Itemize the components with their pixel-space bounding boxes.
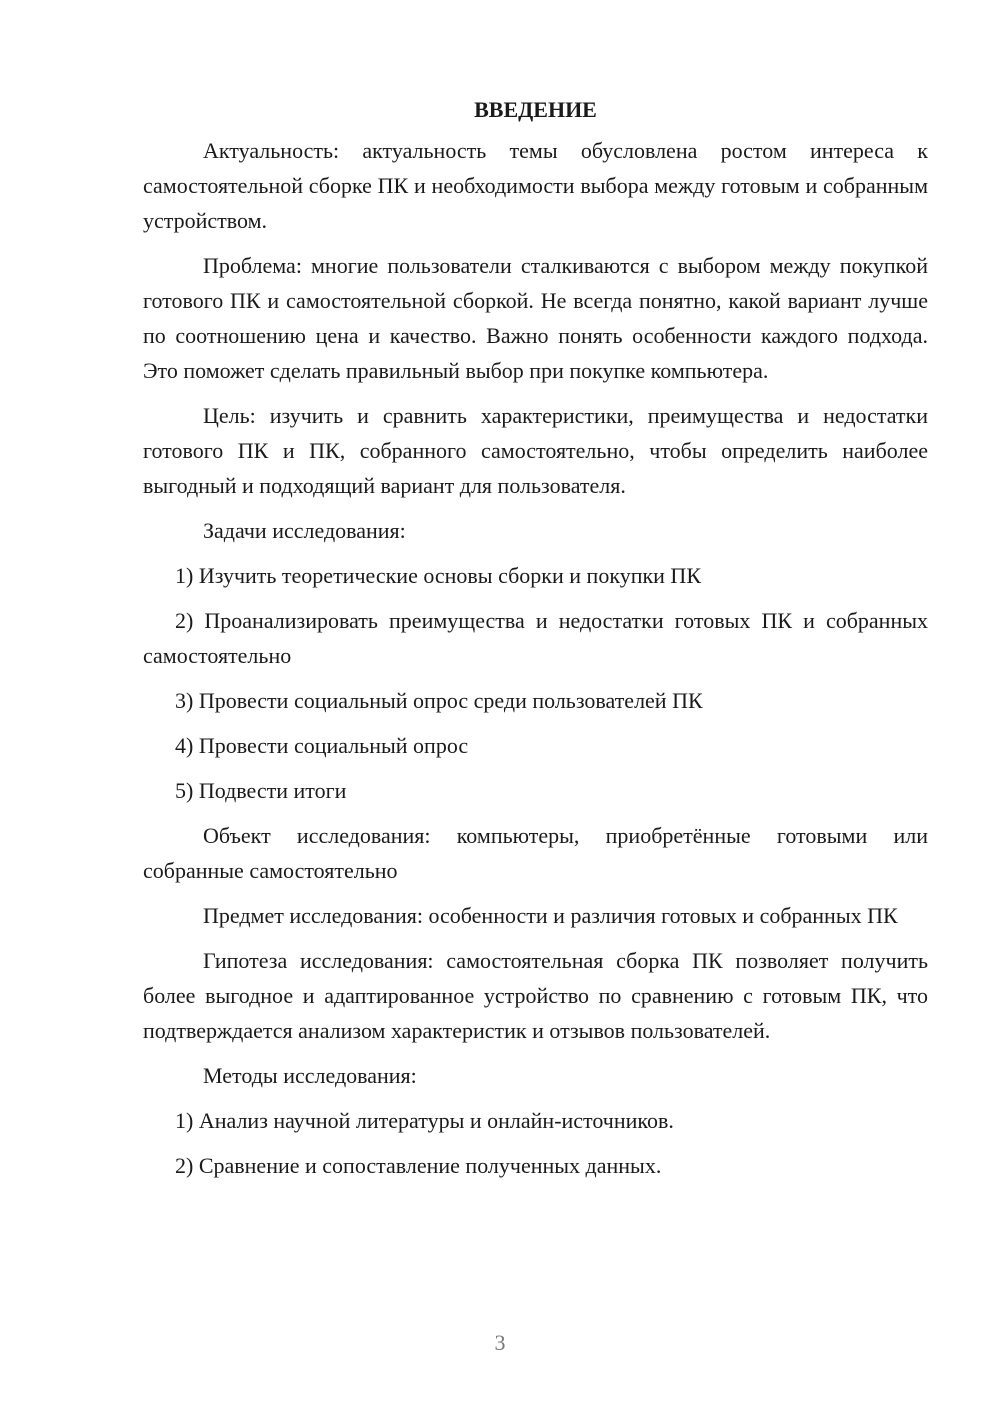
paragraph-tasks-heading: Задачи исследования:	[203, 518, 406, 543]
task-item-1: 1) Изучить теоретические основы сборки и покупки ПК	[175, 563, 701, 588]
method-item-1: 1) Анализ научной литературы и онлайн-источников.	[175, 1108, 674, 1133]
task-item-2: 2) Проанализировать преимущества и недостатки готовых ПК и собранных самостоятельно	[143, 608, 928, 668]
document-page	[143, 90, 928, 1193]
method-item-2: 2) Сравнение и сопоставление полученных данных.	[175, 1153, 662, 1178]
page-number: 3	[494, 1330, 506, 1355]
paragraph-relevance: Актуальность: актуальность темы обусловлена ростом интереса к самостоятельной сборке ПК и необходимости выбора между готовым и собранным устройством.	[143, 138, 928, 233]
paragraph-methods-heading: Методы исследования:	[203, 1063, 417, 1088]
paragraph-subject: Предмет исследования: особенности и различия готовых и собранных ПК	[203, 903, 898, 928]
task-item-4: 4) Провести социальный опрос	[175, 733, 469, 758]
paragraph-object: Объект исследования: компьютеры, приобретённые готовыми или собранные самостоятельно	[143, 823, 928, 883]
paragraph-hypothesis: Гипотеза исследования: самостоятельная сборка ПК позволяет получить более выгодное и адаптированное устройство по сравнению с готовым ПК, что подтверждается анализом характеристик и отзывов пользователей.	[143, 948, 928, 1043]
task-item-3: 3) Провести социальный опрос среди пользователей ПК	[175, 688, 703, 713]
paragraph-goal: Цель: изучить и сравнить характеристики, преимущества и недостатки готового ПК и ПК, собранного самостоятельно, чтобы определить наиболее выгодный и подходящий вариант для пользователя.	[143, 403, 928, 498]
section-title: ВВЕДЕНИЕ	[474, 97, 597, 122]
paragraph-problem: Проблема: многие пользователи сталкиваются с выбором между покупкой готового ПК и самостоятельной сборкой. Не всегда понятно, какой вариант лучше по соотношению цена и качество. Важно понять особенности каждого подхода. Это поможет сделать правильный выбор при покупке компьютера.	[143, 253, 928, 383]
task-item-5: 5) Подвести итоги	[175, 778, 347, 803]
